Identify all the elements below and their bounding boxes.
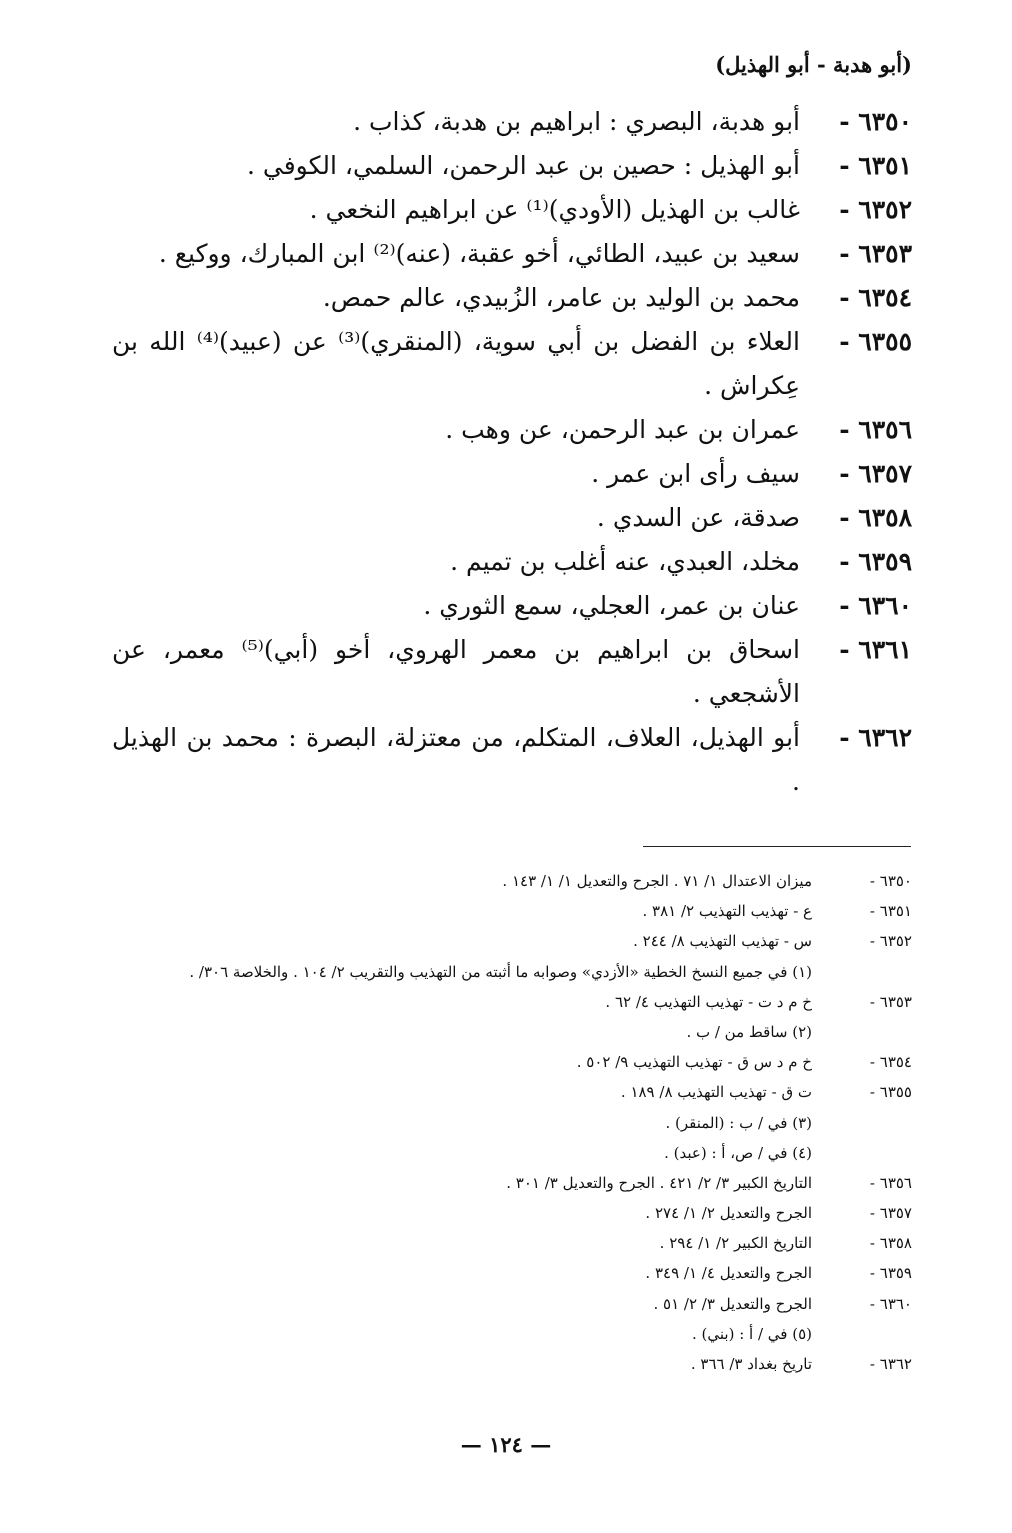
footnote-number: ٦٣٥٠ - — [869, 872, 912, 890]
entry — [112, 716, 912, 804]
entry-number: ٦٣٥٤ - — [839, 283, 912, 312]
footnote-text: ت ق - تهذيب التهذيب ٨/ ١٨٩ . — [620, 1083, 812, 1102]
entry-text: عمران بن عبد الرحمن، عن وهب . — [445, 415, 800, 444]
entry-text: صدقة، عن السدي . — [596, 503, 800, 532]
entry-number: ٦٣٦١ - — [839, 635, 912, 664]
entry — [112, 540, 912, 584]
entry-text: سيف رأى ابن عمر . — [591, 459, 800, 488]
entry-number: ٦٣٥٣ - — [839, 239, 912, 268]
footnote-number: ٦٣٥٣ - — [869, 992, 912, 1011]
entry-number: ٦٣٥٦ - — [839, 415, 912, 444]
footnote-text: التاريخ الكبير ٣/ ٢/ ٤٢١ . الجرح والتعديل ٣/ ٣٠١ . — [506, 1173, 812, 1192]
footnote-text: الجرح والتعديل ٢/ ١/ ٢٧٤ . — [645, 1204, 812, 1223]
entry-text: محمد بن الوليد بن عامر، الزُبيدي، عالم حمص. — [322, 283, 800, 312]
footnote-number: ٦٣٦٢ - — [869, 1355, 912, 1373]
footnote-text: التاريخ الكبير ٢/ ١/ ٢٩٤ . — [659, 1234, 812, 1253]
footnotes-list — [112, 866, 912, 1379]
footnote-text: ع - تهذيب التهذيب ٢/ ٣٨١ . — [642, 902, 812, 921]
entry-text: أبو هدبة، البصري : ابراهيم بن هدبة، كذاب . — [353, 107, 800, 136]
entry-number: ٦٣٥٥ - — [839, 327, 912, 356]
page-number: — ١٢٤ — — [460, 1432, 552, 1457]
footnote — [112, 1289, 912, 1319]
footnote-text: الجرح والتعديل ٣/ ٢/ ٥١ . — [653, 1294, 812, 1313]
entry-number: ٦٣٥٢ - — [839, 195, 912, 224]
entries-list — [112, 100, 912, 804]
footnote — [112, 1077, 912, 1107]
footnote — [112, 926, 912, 956]
entry — [112, 408, 912, 452]
footnote-text: الجرح والتعديل ٤/ ١/ ٣٤٩ . — [645, 1264, 812, 1283]
critical-note-text: (٥) في / أ : (بني) . — [691, 1324, 812, 1343]
entry — [112, 232, 912, 276]
entry-text: اسحاق بن ابراهيم بن معمر الهروي، أخو (أبي)⁽⁵⁾ معمر، عن الأشجعي . — [112, 635, 800, 708]
footnote — [112, 1258, 912, 1288]
entry-text: عنان بن عمر، العجلي، سمع الثوري . — [423, 591, 800, 620]
critical-note — [112, 957, 912, 987]
entry — [112, 188, 912, 232]
footnote — [112, 1047, 912, 1077]
footnote — [112, 987, 912, 1017]
footnote-number: ٦٣٦٠ - — [869, 1294, 912, 1313]
footnote-number: ٦٣٥٩ - — [869, 1264, 912, 1283]
footnote — [112, 866, 912, 896]
footnote — [112, 1168, 912, 1198]
entry-number: ٦٣٥٠ - — [839, 107, 912, 136]
footnote-number: ٦٣٥٤ - — [869, 1053, 912, 1072]
critical-note-text: (١) في جميع النسخ الخطية «الأزدي» وصوابه ما أثبته من التهذيب والتقريب ٢/ ١٠٤ . والخلاصة ٣٠٦/ . — [189, 962, 812, 981]
entry-number: ٦٣٦٢ - — [839, 723, 912, 752]
critical-note — [112, 1108, 912, 1138]
footnote-text: س - تهذيب التهذيب ٨/ ٢٤٤ . — [633, 932, 812, 951]
footnote-number: ٦٣٥١ - — [869, 902, 912, 921]
entry — [112, 276, 912, 320]
critical-note — [112, 1138, 912, 1168]
entry — [112, 584, 912, 628]
entry-text: العلاء بن الفضل بن أبي سوية، (المنقري)⁽³⁾ عن (عبيد)⁽⁴⁾ الله بن عِكراش . — [112, 327, 801, 400]
entry-text: مخلد، العبدي، عنه أغلب بن تميم . — [450, 547, 800, 576]
entry-number: ٦٣٥٨ - — [839, 503, 912, 532]
critical-note-text: (٢) ساقط من / ب . — [686, 1022, 812, 1041]
footnote-divider — [643, 846, 911, 847]
footnote — [112, 1198, 912, 1228]
entry — [112, 452, 912, 496]
entry — [112, 100, 912, 144]
footnote — [112, 896, 912, 926]
footnote-number: ٦٣٥٧ - — [869, 1204, 912, 1223]
footnote-number: ٦٣٥٥ - — [869, 1083, 912, 1102]
footnote-number: ٦٣٥٢ - — [869, 932, 912, 951]
critical-note — [112, 1319, 912, 1349]
entry — [112, 628, 912, 716]
entry-number: ٦٣٥٩ - — [839, 547, 912, 576]
entry — [112, 496, 912, 540]
critical-note — [112, 1017, 912, 1047]
entry-text: أبو الهذيل : حصين بن عبد الرحمن، السلمي، الكوفي . — [246, 151, 800, 180]
footnote-number: ٦٣٥٦ - — [869, 1173, 912, 1192]
footnote-text: تاريخ بغداد ٣/ ٣٦٦ . — [690, 1355, 812, 1373]
entry — [112, 144, 912, 188]
footnote — [112, 1228, 912, 1258]
entry-number: ٦٣٥٧ - — [839, 459, 912, 488]
footnote-text: ميزان الاعتدال ١/ ٧١ . الجرح والتعديل ١/ ١/ ١٤٣ . — [502, 872, 812, 890]
entry-text: سعيد بن عبيد، الطائي، أخو عقبة، (عنه)⁽²⁾ ابن المبارك، ووكيع . — [158, 239, 800, 268]
footnote — [112, 1349, 912, 1379]
critical-note-text: (٤) في / ص، أ : (عبد) . — [664, 1143, 812, 1162]
running-header: (أبو هدبة - أبو الهذيل) — [715, 52, 912, 77]
footnote-text: خ م د ت - تهذيب التهذيب ٤/ ٦٢ . — [605, 992, 812, 1011]
entry-number: ٦٣٥١ - — [839, 151, 912, 180]
footnote-text: خ م د س ق - تهذيب التهذيب ٩/ ٥٠٢ . — [576, 1053, 812, 1072]
entry — [112, 320, 912, 408]
critical-note-text: (٣) في / ب : (المنقر) . — [665, 1113, 812, 1132]
entry-text: أبو الهذيل، العلاف، المتكلم، من معتزلة، البصرة : محمد بن الهذيل . — [112, 723, 800, 796]
footnote-number: ٦٣٥٨ - — [869, 1234, 912, 1253]
entry-text: غالب بن الهذيل (الأودي)⁽¹⁾ عن ابراهيم النخعي . — [309, 195, 800, 224]
entry-number: ٦٣٦٠ - — [839, 591, 912, 620]
